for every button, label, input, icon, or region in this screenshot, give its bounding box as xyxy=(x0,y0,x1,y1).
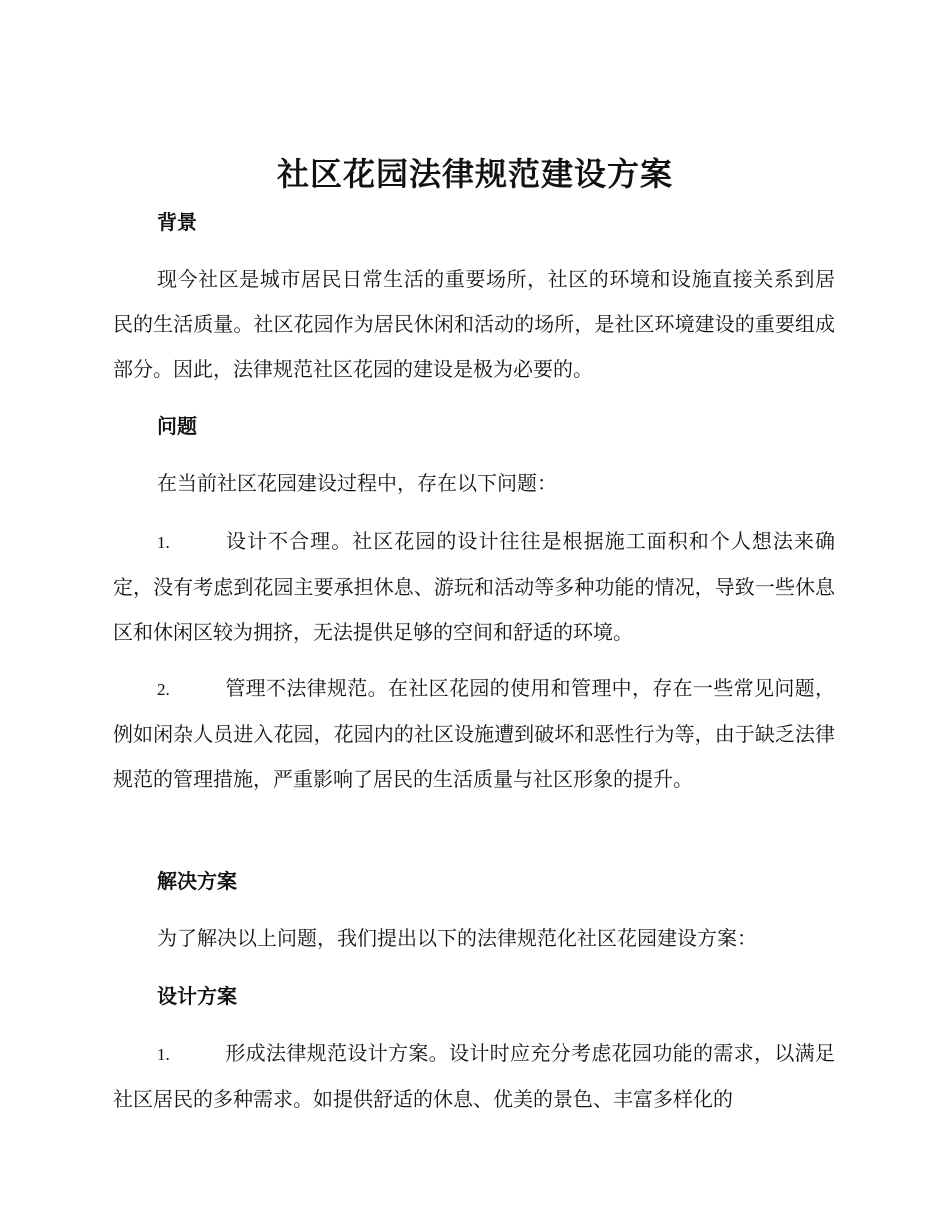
list-number: 1. xyxy=(157,533,170,552)
list-number: 1. xyxy=(157,1045,170,1064)
section-heading-problems: 问题 xyxy=(157,414,197,438)
list-number: 2. xyxy=(157,680,170,699)
solutions-intro: 为了解决以上问题，我们提出以下的法律规范化社区花园建设方案： xyxy=(157,926,757,950)
section-heading-design-plan: 设计方案 xyxy=(157,984,237,1008)
background-paragraph: 现今社区是城市居民日常生活的重要场所，社区的环境和设施直接关系到居民的生活质量。社区花园作为居民休闲和活动的场所，是社区环境建设的重要组成部分。因此，法律规范社区花园的建设是极为必要的。 xyxy=(113,267,835,381)
problem-item-2 xyxy=(113,666,835,802)
problem-item-1 xyxy=(113,519,835,655)
list-item-text: 管理不法律规范。在社区花园的使用和管理中，存在一些常见问题，例如闲杂人员进入花园，花园内的社区设施遭到破坏和恶性行为等，由于缺乏法律规范的管理措施，严重影响了居民的生活质量与社区形象的提升。 xyxy=(113,676,835,791)
list-item-text: 设计不合理。社区花园的设计往往是根据施工面积和个人想法来确定，没有考虑到花园主要承担休息、游玩和活动等多种功能的情况，导致一些休息区和休闲区较为拥挤，无法提供足够的空间和舒适的环境。 xyxy=(113,529,835,644)
section-heading-background: 背景 xyxy=(157,210,197,234)
problems-intro: 在当前社区花园建设过程中，存在以下问题： xyxy=(157,471,557,495)
section-heading-solutions: 解决方案 xyxy=(157,869,237,893)
document-title: 社区花园法律规范建设方案 xyxy=(276,155,673,193)
list-item-text: 形成法律规范设计方案。设计时应充分考虑花园功能的需求，以满足社区居民的多种需求。如提供舒适的休息、优美的景色、丰富多样化的 xyxy=(113,1041,835,1111)
design-plan-item-1 xyxy=(113,1031,835,1122)
